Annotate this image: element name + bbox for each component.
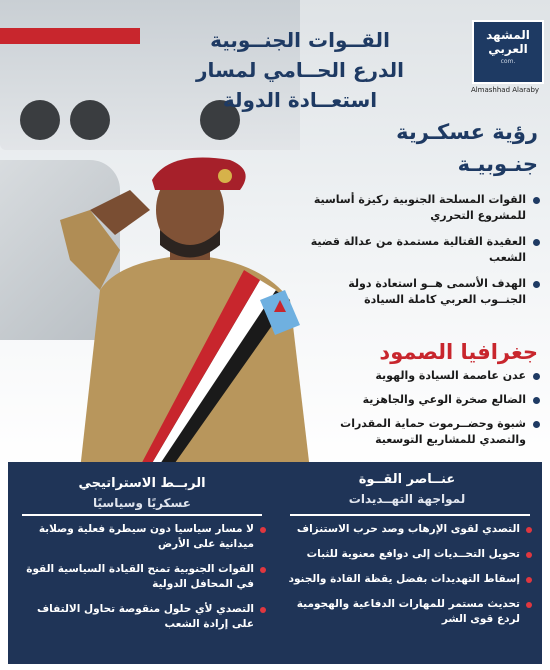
title-line3: استعــادة الدولة bbox=[222, 88, 378, 112]
strength-title-line2: لمواجهة التهــديدات bbox=[348, 492, 466, 506]
list-item: عدن عاصمة السيادة والهوية bbox=[300, 368, 540, 384]
list-item: القوات المسلحة الجنوبية ركيزة أساسية للمشروع التحرري bbox=[300, 192, 540, 224]
list-item: إسقاط التهديدات بفضل يقظة القادة والجنود bbox=[280, 572, 532, 587]
strategic-list bbox=[18, 522, 266, 642]
list-item: الهدف الأسمى هــو استعادة دولة الجنــوب العربي كاملة السيادة bbox=[300, 276, 540, 308]
brand-logo[interactable] bbox=[472, 20, 544, 84]
strength-title-line1: عنــاصر القــوة bbox=[358, 472, 456, 487]
list-item: تحويل التحــديات إلى دوافع معنوية للثبات bbox=[280, 547, 532, 562]
logo-text-line2: العربي bbox=[488, 42, 528, 56]
list-item: التصدي لأي حلول منقوصة تحاول الالتفاف على إرادة الشعب bbox=[18, 602, 266, 632]
vision-title-line1: رؤية عسكـرية bbox=[396, 120, 538, 144]
logo-english-name: Almashhad Alaraby bbox=[470, 86, 540, 94]
divider bbox=[22, 514, 262, 516]
geography-title: جغرافيا الصمود bbox=[379, 340, 538, 364]
list-item: التصدي لقوى الإرهاب وصد حرب الاستنزاف bbox=[280, 522, 532, 537]
strategic-title-line1: الربــط الاستراتيجي bbox=[78, 476, 206, 491]
list-item: شبوة وحضــرموت حماية المقدرات والتصدي للمشاريع التوسعية bbox=[300, 416, 540, 448]
logo-text-line3: .com bbox=[500, 58, 516, 65]
list-item: لا مسار سياسيا دون سيطرة فعلية وصلابة ميدانية على الأرض bbox=[18, 522, 266, 552]
vision-title-line2: جنـوبيـة bbox=[457, 152, 538, 176]
list-item: تحديث مستمر للمهارات الدفاعية والهجومية لردع قوى الشر bbox=[280, 597, 532, 627]
list-item: القوات الجنوبية تمنح القيادة السياسية القوة في المحافل الدولية bbox=[18, 562, 266, 592]
strength-list bbox=[280, 522, 532, 637]
vision-list bbox=[300, 192, 540, 318]
title-line1: القــوات الجنــوبية bbox=[210, 28, 390, 52]
list-item: الضالع صخرة الوعي والجاهزية bbox=[300, 392, 540, 408]
geography-list bbox=[300, 368, 540, 456]
logo-text-line1: المشهد bbox=[486, 28, 530, 42]
title-line2: الدرع الحــامي لمسار bbox=[196, 58, 404, 82]
divider bbox=[290, 514, 530, 516]
strategic-title-line2: عسكريًا وسياسيًا bbox=[93, 496, 191, 510]
saluting-soldier-image bbox=[60, 150, 320, 470]
list-item: العقيدة القتالية مستمدة من عدالة قضية الشعب bbox=[300, 234, 540, 266]
